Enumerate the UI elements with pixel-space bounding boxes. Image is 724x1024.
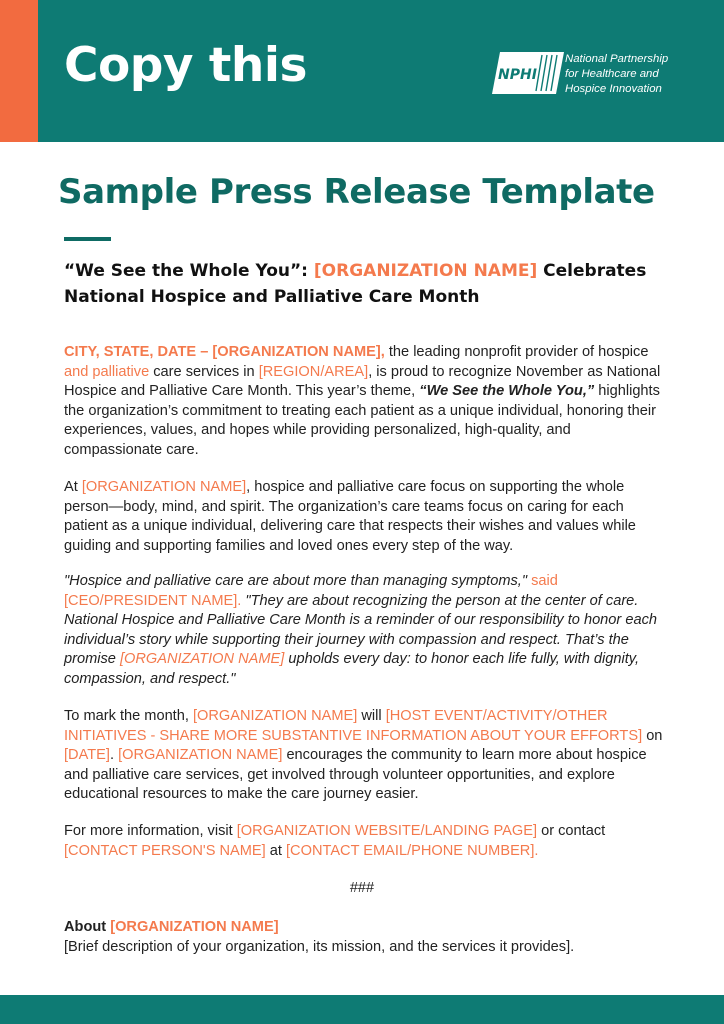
- quote-text: "Hospice and palliative care are about more than managing symptoms,": [64, 573, 528, 589]
- paragraph-quote: [64, 572, 664, 689]
- text: on: [642, 727, 663, 744]
- theme-text: “We See the Whole You,”: [419, 383, 595, 399]
- ceo-placeholder: said [CEO/PRESIDENT NAME].: [64, 573, 558, 609]
- quote-text: upholds every day: to honor each life fully, with dignity, compassion, and respect.": [64, 651, 640, 687]
- about-label: About: [64, 919, 111, 935]
- paragraph-events: [64, 707, 664, 805]
- event-placeholder: [HOST EVENT/ACTIVITY/OTHER INITIATIVES - SHARE MORE SUBSTANTIVE INFORMATION ABOUT YOUR EFFORTS]: [64, 708, 643, 744]
- title-divider: [64, 237, 111, 241]
- release-headline: [64, 258, 684, 310]
- headline-part-1: “We See the Whole You”:: [64, 261, 314, 281]
- about-org-placeholder: [ORGANIZATION NAME]: [110, 919, 279, 935]
- dateline: CITY, STATE, DATE – [ORGANIZATION NAME],: [64, 344, 385, 360]
- text: To mark the month,: [64, 708, 193, 724]
- paragraph-contact: [64, 822, 664, 861]
- text: At: [64, 479, 82, 495]
- text: .: [109, 747, 119, 763]
- accent-bar: [0, 0, 38, 142]
- section-separator: ###: [349, 880, 375, 896]
- about-description: [Brief description of your organization, its mission, and the services it provides].: [64, 938, 575, 955]
- org-placeholder: [ORGANIZATION NAME]: [81, 479, 247, 495]
- text: highlights the organization’s commitment to treating each patient as a unique individual, honoring their experiences, values, and hopes while providing personalized, high-quality, and compassionate care.: [64, 383, 660, 458]
- text: the leading nonprofit provider of hospice: [384, 344, 649, 360]
- org-placeholder: [ORGANIZATION NAME]: [192, 708, 358, 724]
- text: will: [357, 708, 386, 724]
- contact-email-placeholder: [CONTACT EMAIL/PHONE NUMBER].: [286, 842, 539, 859]
- footer-bar: [0, 995, 724, 1024]
- about-section: [64, 918, 664, 957]
- org-placeholder: [ORGANIZATION NAME]: [119, 651, 285, 667]
- org-placeholder: [ORGANIZATION NAME]: [118, 747, 283, 763]
- nphi-logo-icon: [492, 52, 564, 94]
- logo-mark: NPHI: [498, 67, 537, 83]
- logo-line-3: Hospice Innovation: [565, 83, 662, 95]
- text: For more information, visit: [64, 823, 237, 839]
- logo-line-1: National Partnership: [565, 53, 669, 65]
- paragraph-whole-person: [64, 478, 664, 556]
- paragraph-intro: [64, 343, 664, 460]
- text: encourages the community to learn more about hospice and palliative care services, get involved through volunteer opportunities, and explore educational resources to make the care journey easier.: [64, 747, 647, 802]
- headline-org-placeholder: [ORGANIZATION NAME]: [313, 261, 538, 281]
- about-heading: [64, 918, 664, 938]
- banner-title: Copy this: [64, 38, 307, 93]
- logo-org-name: [565, 52, 668, 97]
- quote-text: "They are about recognizing the person at the center of care. National Hospice and Palliative Care Month is a reminder of our responsibility to honor each individual’s story while supporting their journey with compassion and respect. That’s the promise: [64, 592, 657, 667]
- text: , is proud to recognize November as National Hospice and Palliative Care Month. This year’s theme,: [64, 363, 661, 399]
- logo-line-2: for Healthcare and: [565, 68, 659, 80]
- text: or contact: [537, 823, 606, 839]
- date-placeholder: [DATE]: [64, 747, 110, 763]
- page-title: Sample Press Release Template: [58, 172, 655, 212]
- highlight-text: and palliative: [64, 363, 150, 380]
- website-placeholder: [ORGANIZATION WEBSITE/LANDING PAGE]: [236, 823, 538, 839]
- text: , hospice and palliative care focus on supporting the whole person—body, mind, and spirit. The organization’s care teams focus on caring for each patient as a unique individual, delivering care that respects their wishes and values while guiding and supporting families and loved ones every step of the way.: [64, 479, 636, 554]
- contact-name-placeholder: [CONTACT PERSON'S NAME]: [64, 842, 266, 859]
- text: at: [265, 842, 286, 859]
- text: care services in: [149, 363, 259, 380]
- region-placeholder: [REGION/AREA]: [258, 363, 369, 380]
- headline-part-2: Celebrates National Hospice and Palliative Care Month: [64, 261, 647, 307]
